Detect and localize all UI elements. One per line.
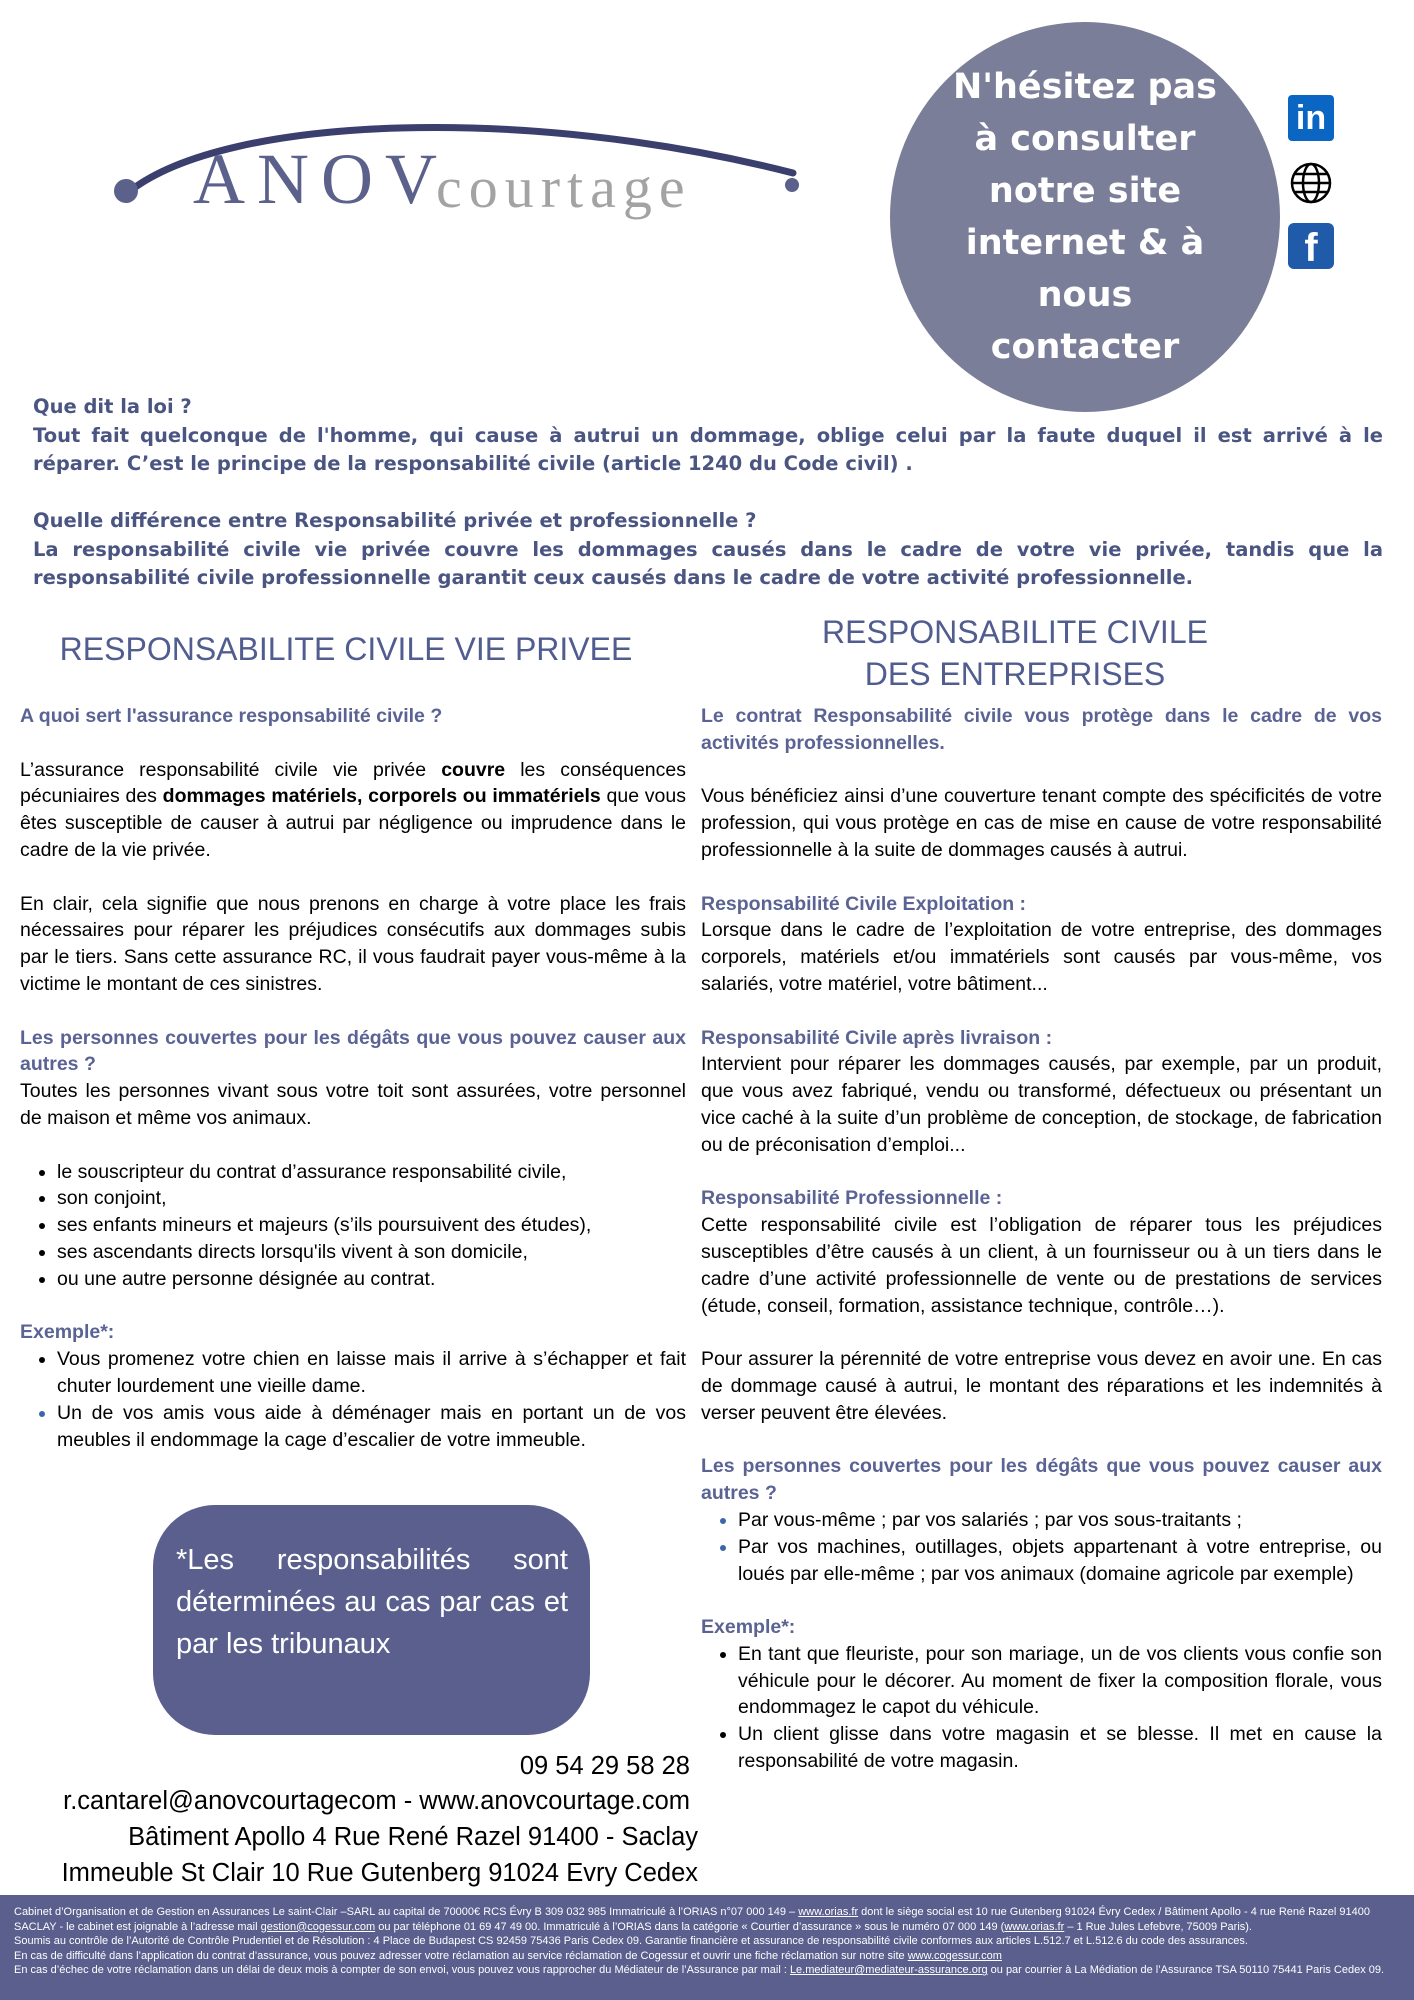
footer-line-3: En cas de difficulté dans l’application du contrat d’assurance, vous pouvez adresser votre réclamation au service réclamation de Cogessur et ouvrir une fiche réclamation sur notre site www.cogessur.com: [14, 1949, 1002, 1962]
right-heading-3: Responsabilité Civile après livraison :: [701, 1026, 1053, 1049]
right-title-line-2: DES ENTREPRISES: [864, 656, 1166, 692]
list-item: • Un client glisse dans votre magasin et se blesse. Il met en cause la responsabilité de votre magasin.: [738, 1721, 1382, 1775]
list-item: • ses ascendants directs lorsqu'ils vivent à son domicile,: [57, 1239, 686, 1266]
globe-icon[interactable]: [1288, 160, 1334, 206]
list-item: • ses enfants mineurs et majeurs (s’ils poursuivent des études),: [57, 1212, 686, 1239]
logo-courtage-text: courtage: [436, 155, 692, 220]
contact-phone[interactable]: 09 54 29 58 28: [519, 1752, 690, 1780]
left-heading-1: A quoi sert l'assurance responsabilité civile ?: [20, 705, 443, 727]
left-column-title: RESPONSABILITE CIVILE VIE PRIVEE: [59, 631, 633, 667]
right-paragraph-5: Pour assurer la pérennité de votre entreprise vous devez en avoir une. En cas de dommage causé à autrui, le montant des réparations et les indemnités à verser peuvent être élevées.: [701, 1348, 1382, 1424]
list-item: • Vous promenez votre chien en laisse mais il arrive à s’échapper et fait chuter lourdement une vieille dame.: [57, 1346, 686, 1400]
orias-link-2[interactable]: www.orias.fr: [1004, 1920, 1065, 1933]
law-answer-2: La responsabilité civile vie privée couvre les dommages causés dans le cadre de votre vie privée, tandis que la responsabilité civile professionnelle garantit ceux causés dans le cadre de votre activité professionnelle.: [33, 537, 1383, 589]
right-paragraph-2: Lorsque dans le cadre de l’exploitation de votre entreprise, des dommages corporels, matériels et/ou immatériels sont causés par vous-même, vos salariés, votre matériel, votre bâtiment...: [701, 919, 1382, 995]
law-question-2: Quelle différence entre Responsabilité privée et professionnelle ?: [33, 509, 757, 532]
left-heading-2: Les personnes couvertes pour les dégâts que vous pouvez causer aux autres ?: [20, 1026, 686, 1076]
left-paragraph-2: En clair, cela signifie que nous prenons en charge à votre place les frais nécessaires pour réparer les préjudices consécutifs aux dommages subis par le tiers. Sans cette assurance RC, il vous faudrait payer vous-même à la victime le montant de ces sinistres.: [20, 892, 686, 995]
right-paragraph-4: Cette responsabilité civile est l’obligation de réparer tous les préjudices susceptibles d’être causés à un client, à un fournisseur ou à un tiers dans le cadre d’une activité professionnelle de vente ou de prestations de services (étude, conseil, formation, assistance technique, contrôle…).: [701, 1214, 1382, 1317]
legal-footer: [0, 1895, 1414, 2000]
right-heading-1: Le contrat Responsabilité civile vous protège dans le cadre de vos activités professionnelles.: [701, 705, 1382, 754]
list-item: • Par vos machines, outillages, objets appartenant à votre entreprise, ou loués par elle-même ; par vos animaux (domaine agricole par exemple): [738, 1534, 1382, 1588]
right-column-title: [700, 611, 1330, 695]
left-example-list: [20, 1346, 686, 1453]
footer-line-2: Soumis au contrôle de l’Autorité de Contrôle Prudentiel et de Résolution : 4 Place de Budapest CS 92459 75436 Paris Cedex 09. Garantie financière et assurance de responsabilité civile conformes aux articles L.512.7 et L.512.6 du code des assurances.: [14, 1935, 1248, 1948]
orias-link[interactable]: www.orias.fr: [798, 1906, 859, 1918]
right-heading-5: Les personnes couvertes pour les dégâts que vous pouvez causer aux autres ?: [701, 1455, 1382, 1505]
right-heading-6: Exemple*:: [701, 1616, 796, 1639]
note-box: *Les responsabilités sont déterminées au cas par cas et par les tribunaux: [153, 1505, 590, 1735]
left-paragraph-3: Toutes les personnes vivant sous votre toit sont assurées, votre personnel de maison et même vos animaux.: [20, 1080, 686, 1129]
right-heading-2: Responsabilité Civile Exploitation :: [701, 892, 1027, 915]
linkedin-icon[interactable]: in: [1288, 95, 1334, 141]
list-item: • son conjoint,: [57, 1185, 686, 1212]
right-column: [701, 703, 1382, 1775]
contact-address-1: Bâtiment Apollo 4 Rue René Razel 91400 - Saclay: [128, 1823, 698, 1851]
left-heading-3: Exemple*:: [20, 1321, 115, 1344]
facebook-icon[interactable]: f: [1288, 223, 1334, 269]
contact-circle-text: N'hésitez pas à consulter notre site internet & à nous contacter: [952, 67, 1218, 367]
left-column: [20, 703, 686, 1453]
list-item: • ou une autre personne désignée au contrat.: [57, 1266, 686, 1293]
contact-email-web[interactable]: r.cantarel@anovcourtagecom - www.anovcourtage.com: [63, 1787, 690, 1815]
footer-line-4: En cas d’échec de votre réclamation dans un délai de deux mois à compter de son envoi, vous pouvez vous rapprocher du Médiateur de l’Assurance par mail : Le.mediateur@mediateur-assurance.org ou par courrier à La Médiation de l’Assurance TSA 50110 75441 Paris Cedex 09.: [14, 1964, 1385, 1977]
right-paragraph-3: Intervient pour réparer les dommages causés, par exemple, par un produit, que vous avez fabriqué, vendu ou transformé, défectueux ou présentant un vice caché à la suite d’un problème de conception, de stockage, de fabrication ou de préconisation d’emploi...: [701, 1053, 1382, 1156]
gestion-email-link[interactable]: gestion@cogessur.com: [260, 1920, 376, 1933]
anov-courtage-logo: [108, 95, 808, 235]
contact-address-2: Immeuble St Clair 10 Rue Gutenberg 91024 Evry Cedex: [61, 1859, 698, 1887]
list-item: • Un de vos amis vous aide à déménager mais en portant un de vos meubles il endommage la cage d’escalier de votre immeuble.: [57, 1400, 686, 1454]
right-heading-4: Responsabilité Professionnelle :: [701, 1187, 1003, 1210]
law-answer-1: Tout fait quelconque de l'homme, qui cause à autrui un dommage, oblige celui par la faute duquel il est arrivé à le réparer. C’est le principe de la responsabilité civile (article 1240 du Code civil) .: [33, 423, 1383, 475]
contact-circle: [890, 22, 1280, 412]
left-paragraph-1: L’assurance responsabilité civile vie privée couvre les conséquences pécuniaires des dommages matériels, corporels ou immatériels que vous êtes susceptible de causer à autrui par négligence ou imprudence dans le cadre de la vie privée.: [20, 758, 686, 861]
list-item: • En tant que fleuriste, pour son mariage, un de vos clients vous confie son véhicule pour le décorer. Au moment de fixer la composition florale, vous endommagez le capot du véhicule.: [738, 1641, 1382, 1721]
right-covered-list: [701, 1507, 1382, 1587]
footer-line-1: Cabinet d’Organisation et de Gestion en Assurances Le saint-Clair –SARL au capital de 70000€ RCS Évry B 309 032 985 Immatriculé à l’ORIAS n°07 000 149 – www.orias.fr dont le siège social est 10 rue Gutenberg 91024 Évry Cedex / Bâtiment Apollo - 4 rue René Razel 91400 SACLAY - le cabinet est joignable à l’adresse mail gestion@cogessur.com ou par téléphone 01 69 47 49 00. Immatriculé à l’ORIAS dans la catégorie « Courtier d’assurance » sous le numéro 07 000 149 (www.orias.fr – 1 Rue Jules Lefebvre, 75009 Paris).: [14, 1906, 1370, 1933]
left-covered-list: [20, 1159, 686, 1293]
right-paragraph-1: Vous bénéficiez ainsi d’une couverture tenant compte des spécificités de votre profession, qui vous protège en cas de mise en cause de votre responsabilité professionnelle à la suite de dommages causés à autrui.: [701, 785, 1382, 861]
law-question-1: Que dit la loi ?: [33, 395, 192, 418]
law-section: [33, 393, 1383, 593]
list-item: • Par vous-même ; par vos salariés ; par vos sous-traitants ;: [738, 1507, 1382, 1534]
list-item: • le souscripteur du contrat d’assurance responsabilité civile,: [57, 1159, 686, 1186]
right-example-list: [701, 1641, 1382, 1775]
cogessur-link[interactable]: www.cogessur.com: [907, 1949, 1002, 1962]
mediateur-email-link[interactable]: Le.mediateur@mediateur-assurance.org: [789, 1964, 988, 1977]
right-title-line-1: RESPONSABILITE CIVILE: [822, 614, 1208, 650]
logo-anov-text: ANOV: [193, 139, 449, 219]
